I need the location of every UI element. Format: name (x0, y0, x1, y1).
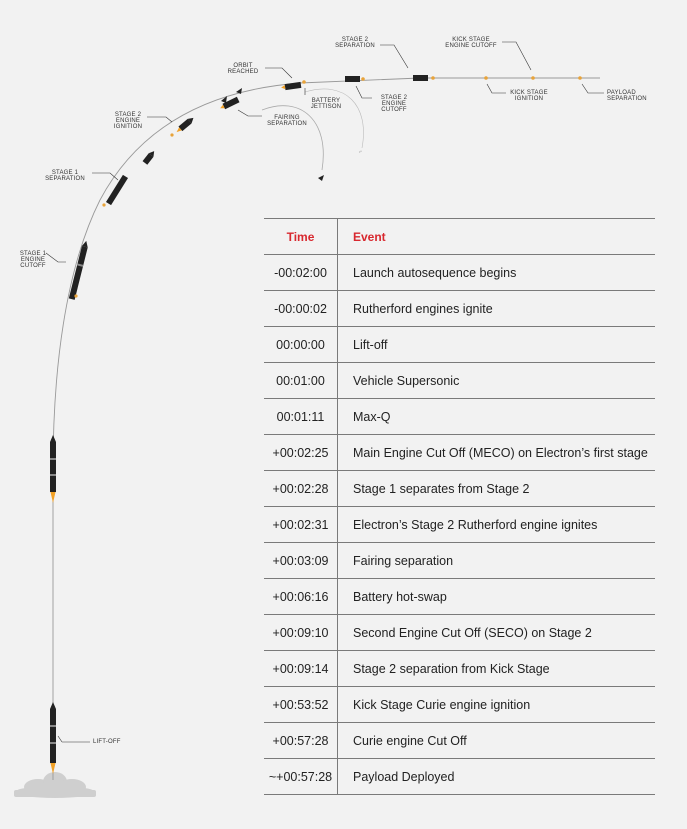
rocket-liftoff (50, 702, 56, 774)
table-row (264, 579, 655, 615)
table-row (264, 291, 655, 327)
table-row (264, 543, 655, 579)
label-kick-stage-engine-cutoff: KICK STAGE ENGINE CUTOFF (445, 37, 497, 49)
label-kick-stage-ignition: KICK STAGE IGNITION (510, 90, 548, 102)
event-cell: Rutherford engines ignite (338, 291, 656, 327)
label-lift-off: LIFT-OFF (93, 739, 121, 745)
time-cell: +00:53:52 (264, 687, 338, 723)
label-orbit-reached: ORBIT REACHED (227, 63, 259, 75)
event-cell: Vehicle Supersonic (338, 363, 656, 399)
time-cell: 00:00:00 (264, 327, 338, 363)
event-cell: Max-Q (338, 399, 656, 435)
battery-fragment: •ᵘ (359, 149, 362, 154)
time-cell: +00:06:16 (264, 579, 338, 615)
table-row (264, 759, 655, 795)
event-cell: Lift-off (338, 327, 656, 363)
event-cell: Kick Stage Curie engine ignition (338, 687, 656, 723)
falling-fairing-half (318, 175, 324, 181)
time-cell: -00:00:02 (264, 291, 338, 327)
table-row (264, 435, 655, 471)
rocket-stage2-separation (413, 75, 435, 81)
launch-timeline-table (264, 218, 655, 795)
event-cell: Stage 2 separation from Kick Stage (338, 651, 656, 687)
time-cell: +00:57:28 (264, 723, 338, 759)
label-stage2-separation: STAGE 2 SEPARATION (335, 37, 375, 49)
table-row (264, 255, 655, 291)
rocket-stage1-cutoff (69, 240, 89, 300)
table-row (264, 471, 655, 507)
rocket-stage2-cutoff (345, 76, 360, 82)
table-row (264, 327, 655, 363)
time-cell: -00:02:00 (264, 255, 338, 291)
time-cell: 00:01:11 (264, 399, 338, 435)
time-cell: +00:02:28 (264, 471, 338, 507)
time-cell: +00:09:10 (264, 615, 338, 651)
event-cell: Electron’s Stage 2 Rutherford engine ignites (338, 507, 656, 543)
table-row (264, 615, 655, 651)
timeline-body (264, 255, 655, 795)
time-cell: 00:01:00 (264, 363, 338, 399)
event-cell: Main Engine Cut Off (MECO) on Electron’s first stage (338, 435, 656, 471)
time-cell: +00:09:14 (264, 651, 338, 687)
label-stage1-engine-cutoff: STAGE 1 ENGINE CUTOFF (19, 251, 47, 269)
event-cell: Payload Deployed (338, 759, 656, 795)
table-row (264, 507, 655, 543)
label-fairing-separation: FAIRING SEPARATION (267, 115, 307, 127)
event-column-header: Event (338, 219, 656, 255)
label-stage2-engine-cutoff: STAGE 2 ENGINE CUTOFF (380, 95, 408, 113)
time-cell: +00:03:09 (264, 543, 338, 579)
label-payload-separation: PAYLOAD SEPARATION (607, 90, 647, 102)
table-row (264, 723, 655, 759)
label-stage1-separation: STAGE 1 SEPARATION (45, 170, 85, 182)
rocket-ascent (50, 435, 56, 503)
time-cell: +00:02:31 (264, 507, 338, 543)
table-row (264, 399, 655, 435)
event-cell: Launch autosequence begins (338, 255, 656, 291)
table-row (264, 687, 655, 723)
launch-smoke-cloud (14, 772, 96, 798)
event-cell: Second Engine Cut Off (SECO) on Stage 2 (338, 615, 656, 651)
event-cell: Stage 1 separates from Stage 2 (338, 471, 656, 507)
label-battery-jettison: BATTERY JETTISON (310, 98, 342, 110)
event-cell: Battery hot-swap (338, 579, 656, 615)
table-header-row (264, 219, 655, 255)
time-cell: ~+00:57:28 (264, 759, 338, 795)
event-cell: Curie engine Cut Off (338, 723, 656, 759)
label-stage2-engine-ignition: STAGE 2 ENGINE IGNITION (113, 112, 143, 130)
rocket-fairing-separation (219, 88, 242, 111)
table-row (264, 363, 655, 399)
event-cell: Fairing separation (338, 543, 656, 579)
time-cell: +00:02:25 (264, 435, 338, 471)
time-column-header: Time (264, 219, 338, 255)
rocket-orbit-reached (281, 82, 302, 91)
table-row (264, 651, 655, 687)
